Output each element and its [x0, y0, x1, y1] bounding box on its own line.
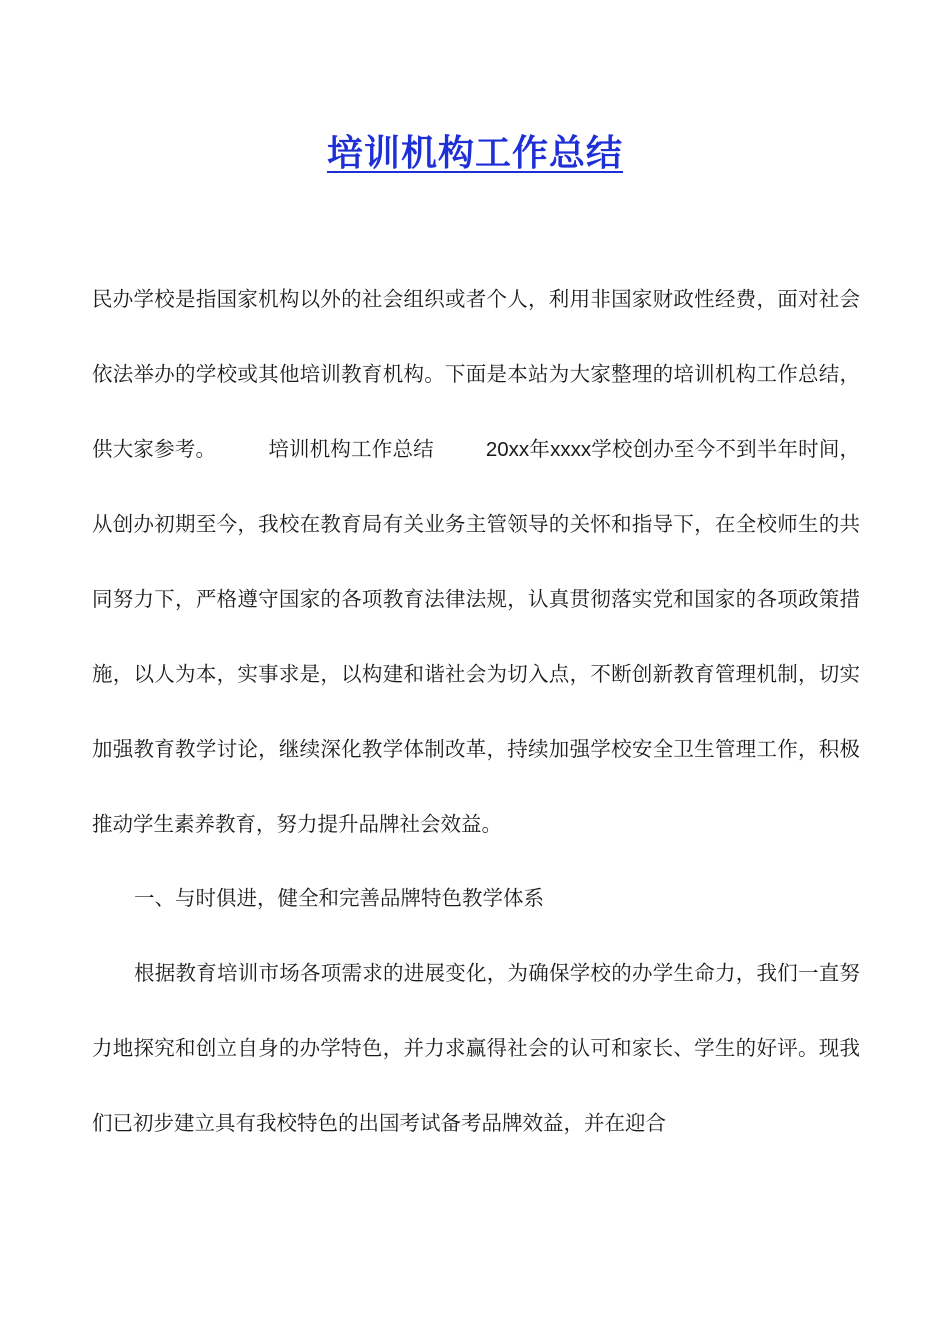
- document-title: 培训机构工作总结: [326, 132, 623, 174]
- section-paragraph: 根据教育培训市场各项需求的进展变化，为确保学校的办学生命力，我们一直努力地探究和创立自身的办学特色，并力求赢得社会的认可和家长、学生的好评。现我们已初步建立具有我校特色的出国考试备考品牌效益，并在迎合: [92, 961, 860, 1135]
- inline-title: 培训机构工作总结: [268, 436, 434, 461]
- document-body: [92, 262, 860, 1161]
- section-heading: 一、与时俱进，健全和完善品牌特色教学体系: [134, 886, 544, 911]
- year-text: 20xx: [485, 437, 530, 461]
- intro-continuation: 学校创办至今不到半年时间，从创办初期至今，我校在教育局有关业务主管领导的关怀和指导下，在全校师生的共同努力下，严格遵守国家的各项教育法律法规，认真贯彻落实党和国家的各项政策措施，以人为本，实事求是，以构建和谐社会为切入点，不断创新教育管理机制，切实加强教育教学讨论，继续深化教学体制改革，持续加强学校安全卫生管理工作，积极推动学生素养教育，努力提升品牌社会效益。: [92, 436, 861, 836]
- intro-paragraph: [92, 262, 860, 861]
- intro-text: 民办学校是指国家机构以外的社会组织或者个人，利用非国家财政性经费，面对社会依法举办的学校或其他培训教育机构。下面是本站为大家整理的培训机构工作总结，供大家参考。: [92, 287, 860, 461]
- school-name: xxxx: [550, 437, 592, 461]
- year-suffix: 年: [529, 436, 551, 461]
